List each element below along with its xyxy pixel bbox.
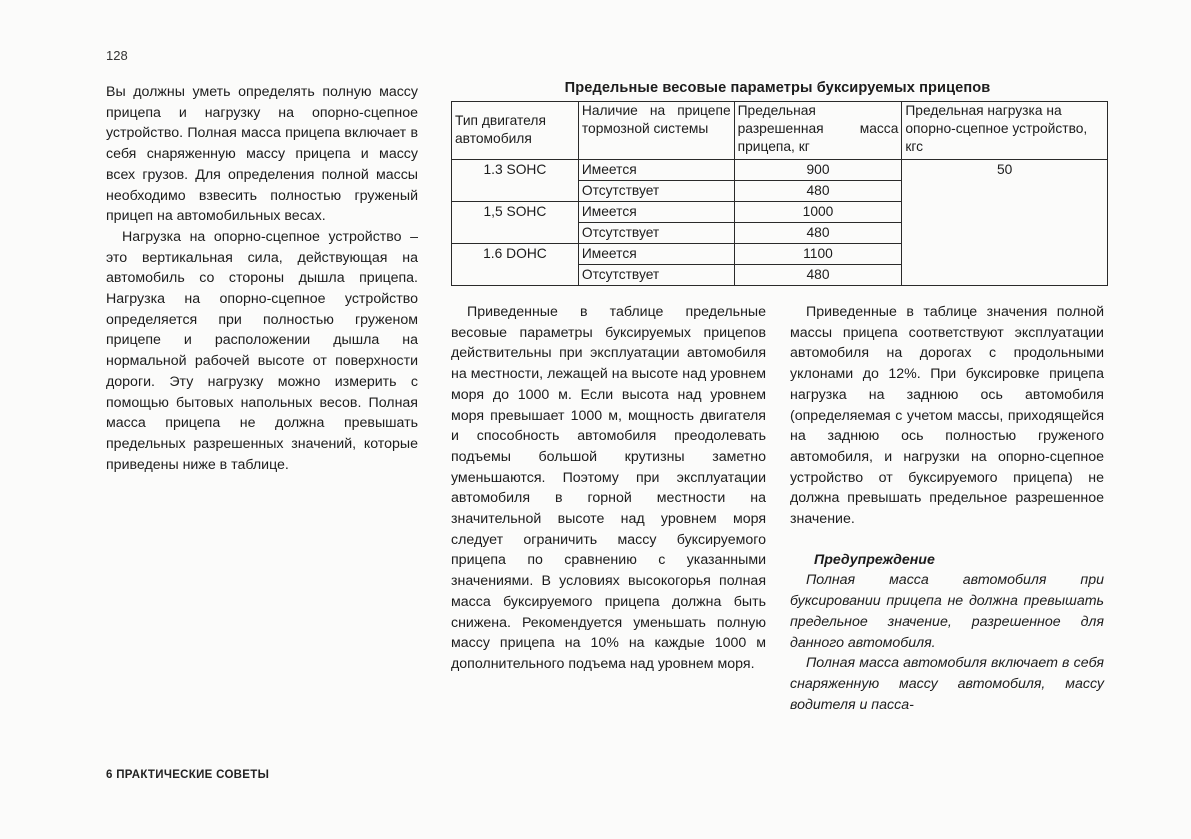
brakes-cell: Отсутствует	[578, 181, 734, 202]
weight-limits-table	[451, 101, 1108, 286]
left-column	[106, 82, 418, 475]
table-title: Предельные весовые параметры буксируемых прицепов	[564, 80, 991, 96]
mass-cell: 900	[734, 160, 902, 181]
coupling-load-cell: 50	[902, 160, 1108, 286]
mass-cell: 1000	[734, 202, 902, 223]
header-max-coupling-load: Предельная нагрузка на опорно-сцепное устройство, кгс	[902, 102, 1108, 160]
mass-cell: 480	[734, 265, 902, 286]
mass-cell: 1100	[734, 244, 902, 265]
paragraph: Приведенные в таблице предельные весовые параметры буксируемых прицепов действительны при эксплуатации автомобиля на местности, лежащей на высоте над уровнем моря до 1000 м. Если высота над уровнем моря превышает 1000 м, мощность двигателя и способность автомобиля преодолевать подъемы большой крутизны заметно уменьшаются. Поэтому при эксплуатации автомобиля в горной местности на значительной высоте над уровнем моря следует ограничить массу буксируемого прицепа по сравнению с указанными значениями. В условиях высокогорья полная масса буксируемого прицепа должна быть снижена. Рекомендуется уменьшать полную массу прицепа на 10% на каждые 1000 м дополнительного подъема над уровнем моря.	[451, 304, 766, 672]
header-engine-type: Тип двигателя автомобиля	[452, 102, 579, 160]
warning-text: Полная масса автомобиля включает в себя снаряженную массу автомобиля, массу водителя и пасса-	[790, 655, 1104, 713]
engine-cell: 1,5 SOHC	[452, 202, 579, 244]
brakes-cell: Отсутствует	[578, 265, 734, 286]
header-brake-system: Наличие на прицепе тормозной системы	[578, 102, 734, 160]
paragraph: Приведенные в таблице значения полной массы прицепа соответствуют эксплуатации автомобиля на дорогах с продольными уклонами до 12%. При буксировке прицепа нагрузка на заднюю ось автомобиля (определяемая с учетом массы, приходящейся на заднюю ось полностью груженого автомобиля, и нагрузки на опорно-сцепное устройство от буксируемого прицепа) не должна превышать предельное разрешенное значение.	[790, 304, 1104, 528]
brakes-cell: Отсутствует	[578, 223, 734, 244]
brakes-cell: Имеется	[578, 202, 734, 223]
header-max-trailer-mass: Предельная разрешенная масса прицепа, кг	[734, 102, 902, 160]
warning-title: Предупреждение	[814, 551, 935, 568]
mass-cell: 480	[734, 223, 902, 244]
mass-cell: 480	[734, 181, 902, 202]
table-header-row	[452, 102, 1108, 160]
paragraph: Нагрузка на опорно-сцепное устройство – это вертикальная сила, действующая на автомобиль со стороны дышла прицепа. Нагрузка на опорно-сцепное устройство определяется при полностью груженом прицепе и расположении дышла на нормальной рабочей высоте от поверхности дороги. Эту нагрузку можно измерить с помощью бытовых напольных весов. Полная масса прицепа не должна превышать предельных разрешенных значений, которые приведены ниже в таблице.	[106, 228, 418, 473]
brakes-cell: Имеется	[578, 160, 734, 181]
engine-cell: 1.6 DOHC	[452, 244, 579, 286]
middle-column	[451, 302, 766, 675]
right-column	[790, 302, 1104, 715]
paragraph: Вы должны уметь определять полную массу прицепа и нагрузку на опорно-сцепное устройство. Полная масса прицепа включает в себя снаряженную массу прицепа и массу всех грузов. Для определения полной массы необходимо взвесить полностью груженый прицеп на автомобильных весах.	[106, 84, 418, 225]
warning-text: Полная масса автомобиля при буксировании прицепа не должна превышать предельное значение, разрешенное для данного автомобиля.	[790, 572, 1104, 651]
engine-cell: 1.3 SOHC	[452, 160, 579, 202]
section-footer: 6 ПРАКТИЧЕСКИЕ СОВЕТЫ	[106, 769, 270, 781]
brakes-cell: Имеется	[578, 244, 734, 265]
page-number: 128	[106, 48, 128, 63]
table-row	[452, 160, 1108, 181]
